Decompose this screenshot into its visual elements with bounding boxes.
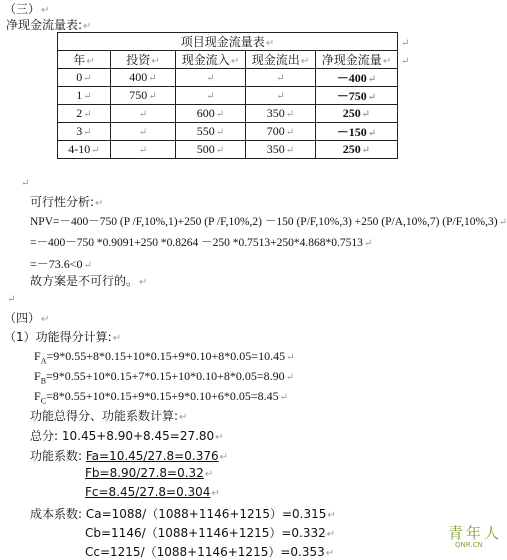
function-coef-b: Fb=8.90/27.8=0.32↵ bbox=[85, 466, 214, 480]
section-3-heading: （三）↵ bbox=[4, 2, 50, 16]
table-cell: 750↵ bbox=[111, 87, 176, 105]
table-cell: －750↵ bbox=[316, 87, 398, 105]
table-row bbox=[58, 105, 398, 123]
header-cell: 现金流入↵ bbox=[176, 51, 246, 69]
table-cell: 250↵ bbox=[316, 141, 398, 159]
function-score-title: （1）功能得分计算:↵ bbox=[4, 330, 122, 344]
npv-result-line: =－73.6<0↵ bbox=[30, 257, 92, 271]
table-cell: ↵ bbox=[111, 123, 176, 141]
fa-formula: $F_A=9*0.55+8*0.15+10*0.15+9*0.10+8*0.05=10.45↵$ bbox=[34, 349, 295, 366]
table-cell: －400↵ bbox=[316, 69, 398, 87]
table-row bbox=[58, 123, 398, 141]
header-cell: 年↵ bbox=[58, 51, 111, 69]
table-cell: 250↵ bbox=[316, 105, 398, 123]
para-mark: ↵ bbox=[401, 56, 410, 67]
total-score-title: 功能总得分、功能系数计算:↵ bbox=[30, 409, 188, 423]
table-cell: 500↵ bbox=[176, 141, 246, 159]
npv-formula-line: NPV=－400－750 (P /F,10%,1)+250 (P /F,10%,2) －150 (P/F,10%,3) +250 (P/A,10%,7) (P/F,10%,3)↵ bbox=[30, 216, 507, 228]
table-cell: 600↵ bbox=[176, 105, 246, 123]
para-mark: ↵ bbox=[7, 294, 16, 305]
table-cell: 2↵ bbox=[58, 105, 111, 123]
table-cell: 350↵ bbox=[246, 105, 316, 123]
table-cell: ↵ bbox=[176, 69, 246, 87]
table-cell: 3↵ bbox=[58, 123, 111, 141]
section-4-heading: （四）↵ bbox=[4, 311, 50, 325]
fb-formula: $F_B=9*0.55+10*0.15+7*0.15+10*0.10+8*0.05=8.90↵$ bbox=[34, 369, 295, 386]
table-cell: ↵ bbox=[176, 87, 246, 105]
npv-calc-line: =－400－750 *0.9091+250 *0.8264 －250 *0.7513+250*4.868*0.7513↵ bbox=[30, 237, 373, 249]
cost-coef-c: Cc=1215/（1088+1146+1215）=0.353↵ bbox=[85, 545, 335, 559]
total-score-line: 总分: 10.45+8.90+8.45=27.80↵ bbox=[30, 429, 224, 443]
table-header-row bbox=[58, 51, 398, 69]
table-cell: 350↵ bbox=[246, 141, 316, 159]
function-coef-a: 功能系数: Fa=10.45/27.8=0.376↵ bbox=[30, 449, 228, 463]
cashflow-table bbox=[57, 32, 398, 159]
table-cell: ↵ bbox=[246, 69, 316, 87]
table-cell: ↵ bbox=[246, 87, 316, 105]
header-cell: 现金流出↵ bbox=[246, 51, 316, 69]
table-cell: －150↵ bbox=[316, 123, 398, 141]
table-cell: 400↵ bbox=[111, 69, 176, 87]
table-cell: 4-10↵ bbox=[58, 141, 111, 159]
table-cell: ↵ bbox=[111, 141, 176, 159]
table-cell: 700↵ bbox=[246, 123, 316, 141]
fc-formula: $F_C=8*0.55+10*0.15+9*0.15+9*0.10+6*0.05=8.45↵$ bbox=[34, 389, 289, 406]
table-row bbox=[58, 87, 398, 105]
cashflow-table-caption: 净现金流量表:↵ bbox=[6, 18, 92, 32]
cost-coef-a: 成本系数: Ca=1088/（1088+1146+1215）=0.315↵ bbox=[30, 507, 336, 521]
table-cell: 550↵ bbox=[176, 123, 246, 141]
watermark-logo: 青年人 bbox=[448, 524, 503, 542]
function-coef-c: Fc=8.45/27.8=0.304↵ bbox=[85, 485, 220, 499]
feasibility-title: 可行性分析:↵ bbox=[30, 195, 104, 209]
watermark-url: QNR.CN bbox=[455, 541, 483, 549]
table-cell: 1↵ bbox=[58, 87, 111, 105]
header-cell: 净现金流量↵ bbox=[316, 51, 398, 69]
table-cell: 0↵ bbox=[58, 69, 111, 87]
table-row bbox=[58, 141, 398, 159]
cost-coef-b: Cb=1146/（1088+1146+1215）=0.332↵ bbox=[85, 526, 336, 540]
conclusion-line: 故方案是不可行的。↵ bbox=[30, 274, 148, 288]
table-row bbox=[58, 69, 398, 87]
para-mark: ↵ bbox=[401, 38, 410, 49]
header-cell: 投资↵ bbox=[111, 51, 176, 69]
table-cell: ↵ bbox=[111, 105, 176, 123]
table-title: 项目现金流量表↵ bbox=[58, 33, 398, 51]
para-mark: ↵ bbox=[21, 178, 30, 189]
